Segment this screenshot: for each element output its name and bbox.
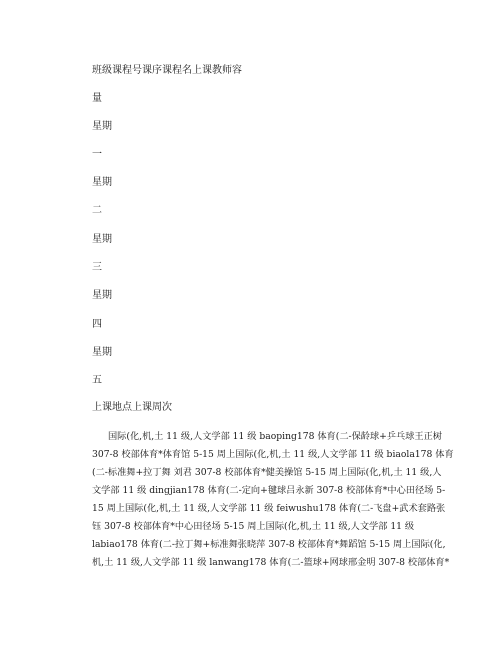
- weekday-label: 星期: [92, 177, 112, 188]
- location-weeks-header: 上课地点上课周次: [92, 402, 172, 413]
- paragraph-line: 钰 307-8 校部体育*中心田径场 5-15 周上国际(化,机,土 11 级,人文学部 11 级: [92, 521, 415, 532]
- capacity-label: 量: [92, 93, 102, 104]
- weekday-number: 五: [92, 375, 102, 386]
- weekday-label: 星期: [92, 290, 112, 301]
- paragraph-line: labiao178 体育(二-拉丁舞+标准舞张晓萍 307-8 校部体育*舞蹈馆 5-15 周上国际(化,: [92, 539, 446, 550]
- weekday-number: 一: [92, 149, 102, 160]
- weekday-number: 三: [92, 262, 102, 273]
- course-list-paragraph: [92, 428, 454, 572]
- paragraph-line: (二-标准舞+拉丁舞 刘君 307-8 校部体育*健美操馆 5-15 周上国际(化,机,土 11 级,人: [92, 467, 442, 478]
- paragraph-line: 机,土 11 级,人文学部 11 级 lanwang178 体育(二-篮球+网球邢金明 307-8 校部体育*: [92, 557, 450, 568]
- table-header-line: 班级课程号课序课程名上课教师容: [92, 65, 242, 76]
- weekday-label: 星期: [92, 121, 112, 132]
- weekday-number: 四: [92, 319, 102, 330]
- paragraph-line: 15 周上国际(化,机,土 11 级,人文学部 11 级 feiwushu178 体育(二-飞盘+武术套路张: [92, 503, 446, 514]
- paragraph-line: 307-8 校部体育*体育馆 5-15 周上国际(化,机,土 11 级,人文学部 11 级 biaola178 体育: [92, 449, 454, 460]
- weekday-number: 二: [92, 205, 102, 216]
- paragraph-line: 国际(化,机,土 11 级,人文学部 11 级 baoping178 体育(二-保龄球+乒乓球王正树: [108, 431, 442, 442]
- weekday-label: 星期: [92, 234, 112, 245]
- weekday-label: 星期: [92, 347, 112, 358]
- paragraph-line: 文学部 11 级 dingjian178 体育(二-定向+毽球吕永新 307-8 校部体育*中心田径场 5-: [92, 485, 446, 496]
